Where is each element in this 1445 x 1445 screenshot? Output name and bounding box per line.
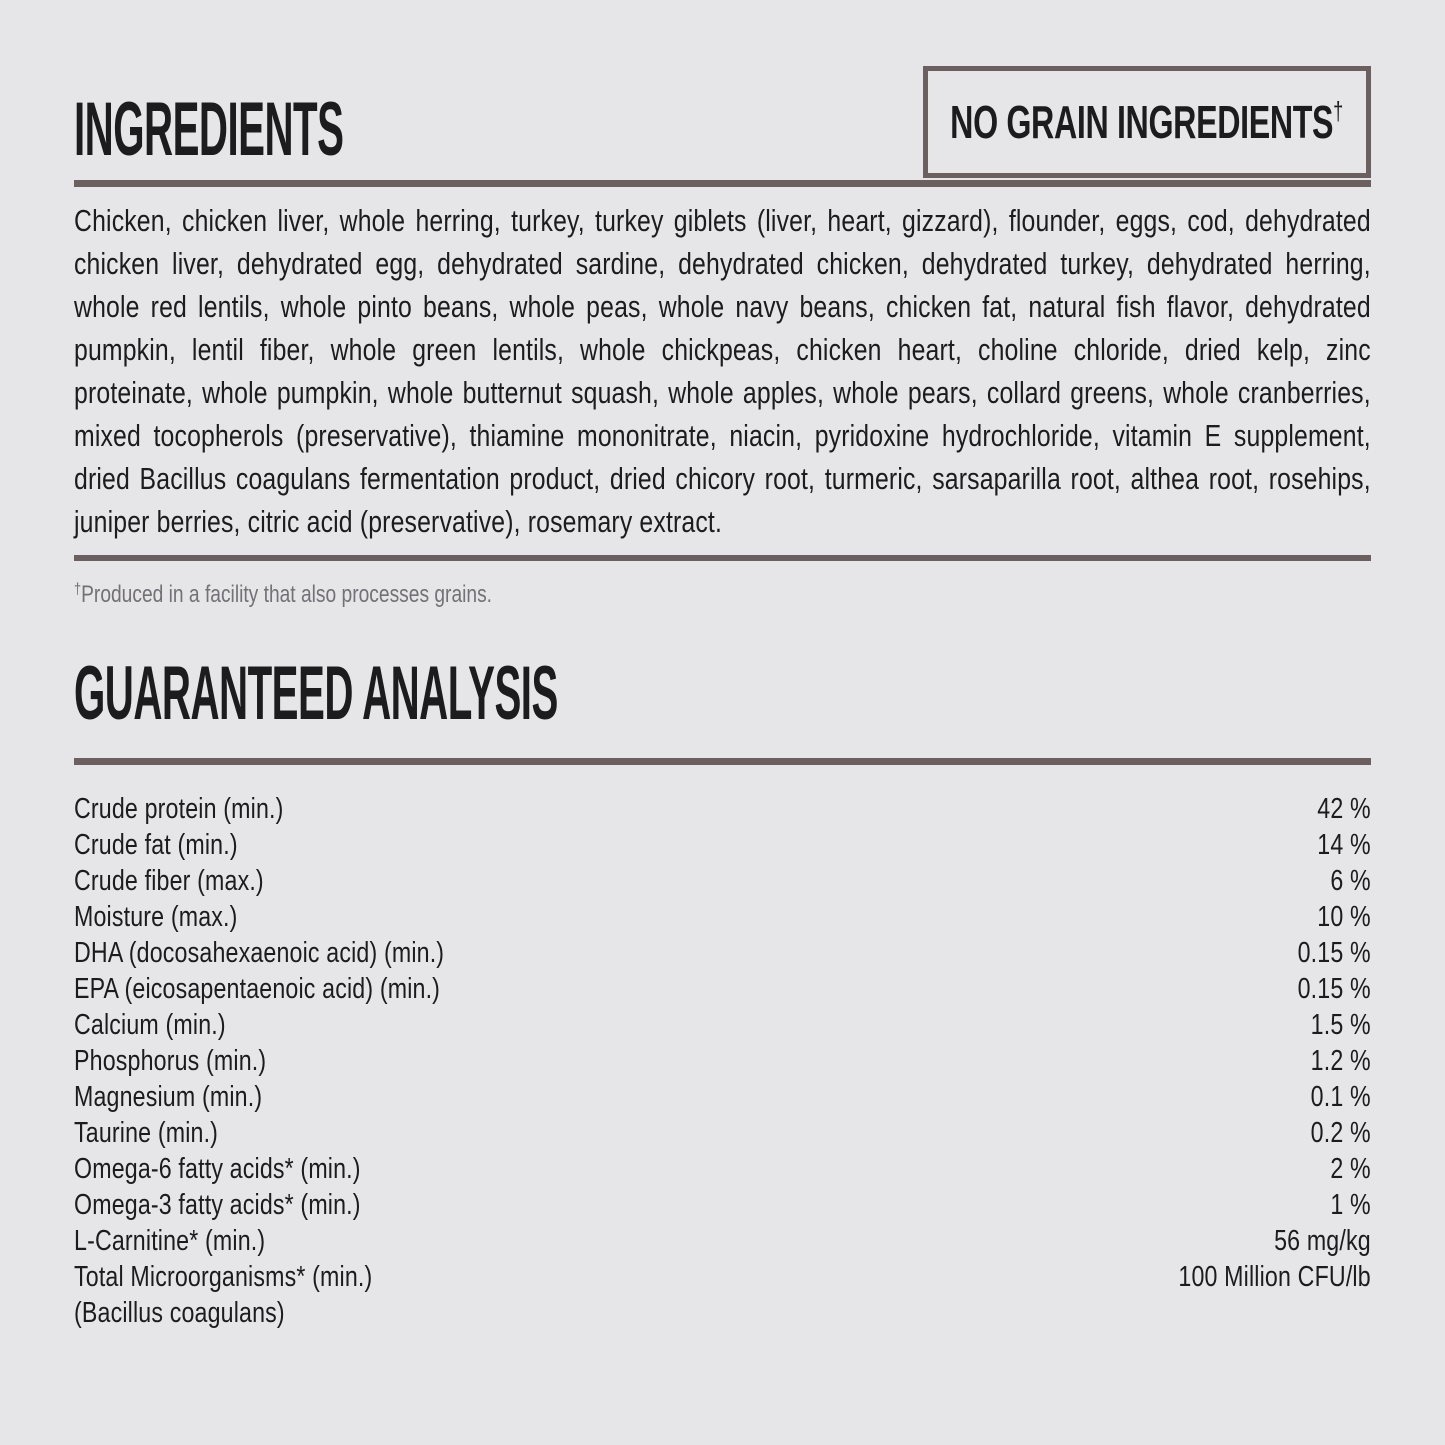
analysis-row-value: 14 % xyxy=(1317,829,1371,861)
analysis-row-label: Crude fiber (max.) xyxy=(74,865,264,897)
analysis-row-value: 6 % xyxy=(1330,865,1371,897)
analysis-row-value: 2 % xyxy=(1330,1153,1371,1185)
footnote-text: Produced in a facility that also processes grains. xyxy=(81,581,493,608)
guaranteed-analysis-title xyxy=(74,651,1371,736)
analysis-row xyxy=(74,1043,1371,1079)
analysis-row xyxy=(74,935,1371,971)
analysis-row xyxy=(74,971,1371,1007)
analysis-rule xyxy=(74,758,1371,765)
guaranteed-analysis-title-text: GUARANTEED ANALYSIS xyxy=(74,651,558,736)
analysis-row xyxy=(74,899,1371,935)
analysis-row-label: Omega-3 fatty acids* (min.) xyxy=(74,1189,361,1221)
analysis-row-value: 0.15 % xyxy=(1297,937,1371,969)
analysis-row xyxy=(74,1007,1371,1043)
analysis-row xyxy=(74,863,1371,899)
analysis-row-value: 1.5 % xyxy=(1310,1009,1371,1041)
ingredients-bottom-rule xyxy=(74,555,1371,561)
grain-footnote xyxy=(74,575,1371,610)
header-rule xyxy=(74,180,1371,187)
ingredients-title-text: INGREDIENTS xyxy=(74,87,344,172)
analysis-row-label: Crude protein (min.) xyxy=(74,793,284,825)
analysis-row-label: Crude fat (min.) xyxy=(74,829,238,861)
analysis-row-label: Phosphorus (min.) xyxy=(74,1045,267,1077)
dagger-mark: † xyxy=(1333,96,1344,126)
analysis-row-label: Calcium (min.) xyxy=(74,1009,226,1041)
analysis-row-label: Moisture (max.) xyxy=(74,901,238,933)
analysis-row-label: DHA (docosahexaenoic acid) (min.) xyxy=(74,937,445,969)
analysis-row-label: EPA (eicosapentaenoic acid) (min.) xyxy=(74,973,441,1005)
ingredients-title xyxy=(74,87,582,172)
no-grain-badge-text xyxy=(951,95,1344,149)
ingredients-list: Chicken, chicken liver, whole herring, turkey, turkey giblets (liver, heart, gizzard), flounder, eggs, cod, dehydrated chicken liver, dehydrated egg, dehydrated sardine, dehydrated chicken, dehydrated turkey, dehydrated herring, whole red lentils, whole pinto beans, whole peas, whole navy beans, chicken fat, natural fish flavor, dehydrated pumpkin, lentil fiber, whole green lentils, whole chickpeas, chicken heart, choline chloride, dried kelp, zinc proteinate, whole pumpkin, whole butternut squash, whole apples, whole pears, collard greens, whole cranberries, mixed tocopherols (preservative), thiamine mononitrate, niacin, pyridoxine hydrochloride, vitamin E supplement, dried Bacillus coagulans fermentation product, dried chicory root, turmeric, sarsaparilla root, althea root, rosehips, juniper berries, citric acid (preservative), rosemary extract. xyxy=(74,203,1371,539)
analysis-row-value: 10 % xyxy=(1317,901,1371,933)
analysis-row-label: Taurine (min.) xyxy=(74,1117,219,1149)
analysis-row-value: 42 % xyxy=(1317,793,1371,825)
ingredients-header xyxy=(74,0,1371,180)
analysis-row-value: 100 Million CFU/lb xyxy=(1178,1261,1371,1293)
analysis-row-value: 1.2 % xyxy=(1310,1045,1371,1077)
analysis-row-label: Total Microorganisms* (min.) xyxy=(74,1261,373,1293)
guaranteed-analysis-table xyxy=(74,791,1371,1331)
analysis-row xyxy=(74,1259,1371,1295)
analysis-row-value: 0.1 % xyxy=(1310,1081,1371,1113)
analysis-row-label: Magnesium (min.) xyxy=(74,1081,263,1113)
analysis-row-label: Omega-6 fatty acids* (min.) xyxy=(74,1153,361,1185)
analysis-row xyxy=(74,827,1371,863)
analysis-row-value: 0.15 % xyxy=(1297,973,1371,1005)
analysis-row-label: (Bacillus coagulans) xyxy=(74,1297,285,1329)
analysis-row xyxy=(74,1079,1371,1115)
analysis-row xyxy=(74,1115,1371,1151)
footnote-dagger-mark: † xyxy=(74,581,82,598)
analysis-row-value: 56 mg/kg xyxy=(1274,1225,1371,1257)
no-grain-badge-label: NO GRAIN INGREDIENTS xyxy=(950,96,1334,148)
analysis-row-value: 0.2 % xyxy=(1310,1117,1371,1149)
analysis-row-label: L-Carnitine* (min.) xyxy=(74,1225,266,1257)
analysis-row xyxy=(74,1295,1371,1331)
analysis-row-value: 1 % xyxy=(1330,1189,1371,1221)
analysis-row xyxy=(74,1151,1371,1187)
no-grain-badge xyxy=(923,66,1371,178)
analysis-row xyxy=(74,1223,1371,1259)
analysis-row xyxy=(74,1187,1371,1223)
analysis-row xyxy=(74,791,1371,827)
